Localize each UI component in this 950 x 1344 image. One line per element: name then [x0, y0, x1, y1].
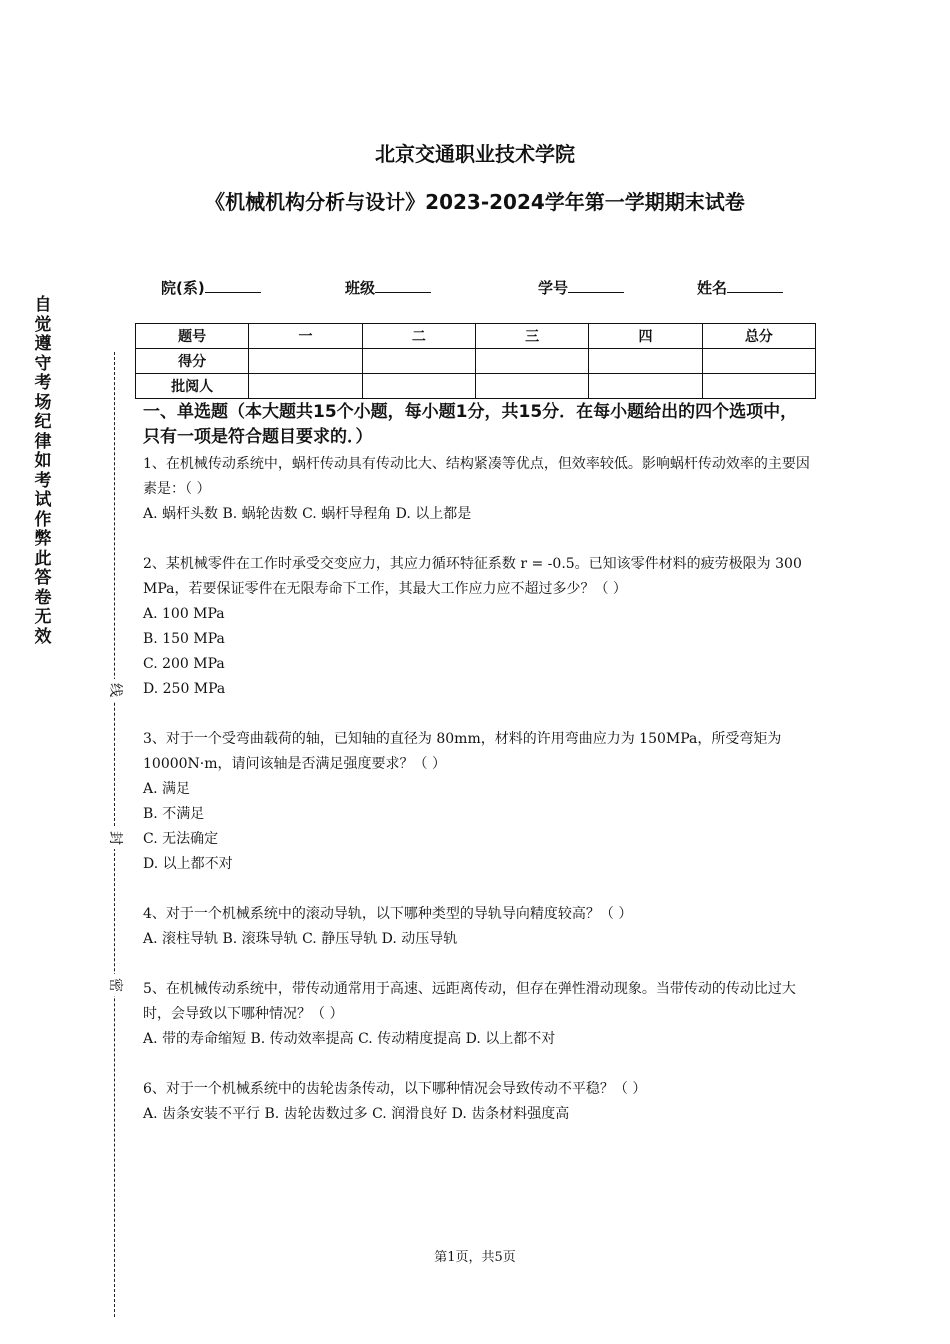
column-header: 三 [475, 324, 588, 349]
exam-content [143, 400, 813, 1152]
row-label-grader: 批阅人 [136, 374, 249, 399]
binding-secret-label: 密 [105, 974, 125, 996]
grader-cell[interactable] [249, 374, 362, 399]
question-item [143, 552, 813, 702]
class-blank[interactable] [375, 276, 431, 293]
department-label: 院(系) [161, 279, 205, 297]
name-field[interactable] [697, 276, 783, 298]
class-label: 班级 [345, 279, 376, 297]
grader-cell[interactable] [589, 374, 702, 399]
question-item [143, 1077, 813, 1127]
exam-discipline-warning: 自觉遵守考场纪律如考试作弊此答卷无效 [34, 295, 52, 647]
question-options: A. 蜗杆头数 B. 蜗轮齿数 C. 蜗杆导程角 D. 以上都是 [143, 506, 472, 522]
binding-line-label: 线 [105, 679, 125, 701]
score-cell[interactable] [249, 349, 362, 374]
column-header: 二 [362, 324, 475, 349]
question-text: 1、在机械传动系统中，蜗杆传动具有传动比大、结构紧凑等优点，但效率较低。影响蜗杆传动效率的主要因素是：（ ） [143, 456, 810, 497]
score-row [136, 349, 816, 374]
student-info-row [0, 276, 950, 300]
option-d: D. 以上都不对 [143, 856, 233, 872]
student-id-field[interactable] [538, 276, 624, 298]
score-cell[interactable] [362, 349, 475, 374]
score-table [135, 323, 816, 399]
question-item [143, 727, 813, 877]
section-title: 一、单选题（本大题共15个小题，每小题1分，共15分．在每小题给出的四个选项中，只有一项是符合题目要求的．） [143, 402, 798, 447]
option-d: D. 250 MPa [143, 681, 226, 697]
student-id-label: 学号 [538, 279, 569, 297]
column-header-total: 总分 [702, 324, 815, 349]
question-item [143, 977, 813, 1052]
score-cell[interactable] [589, 349, 702, 374]
name-blank[interactable] [727, 276, 783, 293]
row-label-question-number: 题号 [136, 324, 249, 349]
question-text: 3、对于一个受弯曲载荷的轴，已知轴的直径为 80mm，材料的许用弯曲应力为 150MPa，所受弯矩为 10000N·m，请问该轴是否满足强度要求？（ ） [143, 731, 782, 772]
page-number: 第1页，共5页 [434, 1250, 516, 1265]
option-a: A. 满足 [143, 781, 191, 797]
option-c: C. 无法确定 [143, 831, 219, 847]
department-field[interactable] [161, 276, 261, 298]
option-b: B. 150 MPa [143, 631, 225, 647]
question-item [143, 902, 813, 952]
question-options: A. 带的寿命缩短 B. 传动效率提高 C. 传动精度提高 D. 以上都不对 [143, 1031, 556, 1047]
department-blank[interactable] [205, 276, 261, 293]
score-cell[interactable] [475, 349, 588, 374]
column-header: 一 [249, 324, 362, 349]
grader-cell[interactable] [475, 374, 588, 399]
name-label: 姓名 [697, 279, 728, 297]
score-cell[interactable] [702, 349, 815, 374]
question-text: 2、某机械零件在工作时承受交变应力，其应力循环特征系数 r = -0.5。已知该零件材料的疲劳极限为 300 MPa，若要保证零件在无限寿命下工作，其最大工作应力应不超过多少？（ ） [143, 556, 802, 597]
option-b: B. 不满足 [143, 806, 205, 822]
question-options: A. 滚柱导轨 B. 滚珠导轨 C. 静压导轨 D. 动压导轨 [143, 931, 458, 947]
grader-row [136, 374, 816, 399]
school-name: 北京交通职业技术学院 [375, 142, 575, 166]
question-text: 6、对于一个机械系统中的齿轮齿条传动，以下哪种情况会导致传动不平稳？（ ） [143, 1081, 647, 1097]
score-table-header-row [136, 324, 816, 349]
grader-cell[interactable] [702, 374, 815, 399]
question-text: 4、对于一个机械系统中的滚动导轨，以下哪种类型的导轨导向精度较高？（ ） [143, 906, 633, 922]
exam-title: 《机械机构分析与设计》2023-2024学年第一学期期末试卷 [205, 190, 745, 214]
row-label-score: 得分 [136, 349, 249, 374]
option-c: C. 200 MPa [143, 656, 225, 672]
column-header: 四 [589, 324, 702, 349]
binding-seal-label: 封 [105, 827, 125, 849]
grader-cell[interactable] [362, 374, 475, 399]
question-text: 5、在机械传动系统中，带传动通常用于高速、远距离传动，但存在弹性滑动现象。当带传动的传动比过大时，会导致以下哪种情况？（ ） [143, 981, 796, 1022]
question-item [143, 452, 813, 527]
question-options: A. 齿条安装不平行 B. 齿轮齿数过多 C. 润滑良好 D. 齿条材料强度高 [143, 1106, 570, 1122]
option-a: A. 100 MPa [143, 606, 225, 622]
class-field[interactable] [345, 276, 431, 298]
student-id-blank[interactable] [568, 276, 624, 293]
